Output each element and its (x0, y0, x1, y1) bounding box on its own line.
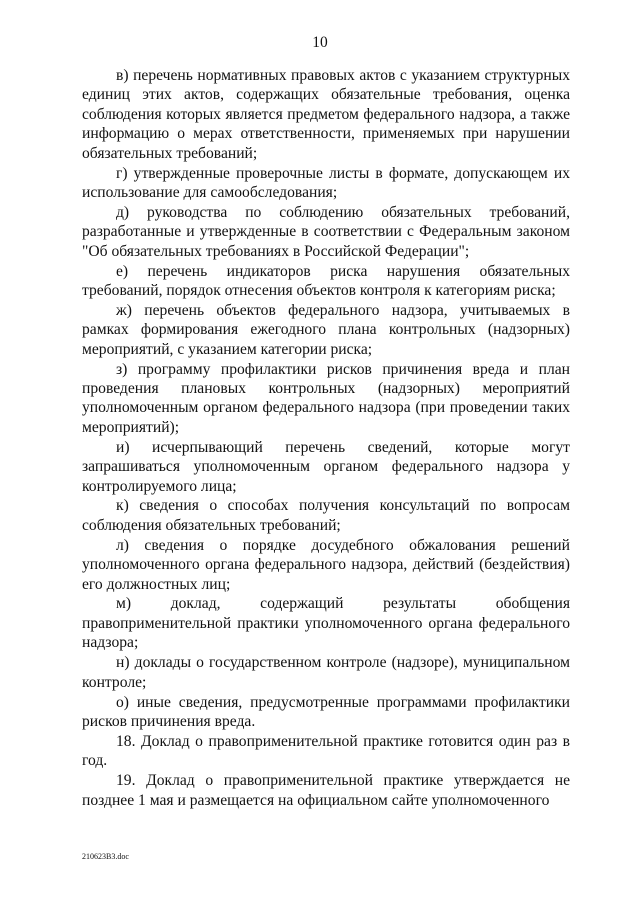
paragraph-d: д) руководства по соблюдению обязательных требований, разработанные и утвержденные в соответствии с Федеральным законом "Об обязательных требованиях в Российской Федерации"; (82, 203, 570, 260)
paragraph-k: к) сведения о способах получения консультаций по вопросам соблюдения обязательных требований; (82, 497, 570, 534)
paragraph-o: о) иные сведения, предусмотренные программами профилактики рисков причинения вреда. (82, 693, 570, 730)
paragraph-e: е) перечень индикаторов риска нарушения обязательных требований, порядок отнесения объектов контроля к категориям риска; (82, 262, 570, 299)
paragraph-19: 19. Доклад о правоприменительной практике утверждается не позднее 1 мая и размещается на официальном сайте уполномоченного (82, 772, 570, 809)
paragraph-m: м) доклад, содержащий результаты обобщения правоприменительной практики уполномоченного органа федерального надзора; (82, 595, 570, 652)
paragraph-n: н) доклады о государственном контроле (надзоре), муниципальном контроле; (82, 654, 570, 691)
paragraph-zh: ж) перечень объектов федерального надзора, учитываемых в рамках формирования ежегодного плана контрольных (надзорных) мероприятий, с указанием категории риска; (82, 301, 570, 358)
paragraph-v: в) перечень нормативных правовых актов с указанием структурных единиц этих актов, содержащих обязательные требования, оценка соблюдения которых является предметом федерального надзора, а также информацию о мерах ответственности, применяемых при нарушении обязательных требований; (82, 67, 570, 162)
document-body (82, 66, 570, 810)
paragraph-g: г) утвержденные проверочные листы в формате, допускающем их использование для самообследования; (82, 164, 570, 201)
paragraph-i: и) исчерпывающий перечень сведений, которые могут запрашиваться уполномоченным органом федерального надзора у контролируемого лица; (82, 438, 570, 495)
paragraph-18: 18. Доклад о правоприменительной практике готовится один раз в год. (82, 732, 570, 770)
paragraph-z: з) программу профилактики рисков причинения вреда и план проведения плановых контрольных (надзорных) мероприятий уполномоченным органом федерального надзора (при проведении таких мероприятий); (82, 360, 570, 436)
page-number: 10 (312, 34, 328, 51)
paragraph-l: л) сведения о порядке досудебного обжалования решений уполномоченного органа федерального надзора, действий (бездействия) его должностных лиц; (82, 536, 570, 593)
footer-filename: 210623B3.doc (82, 852, 129, 861)
